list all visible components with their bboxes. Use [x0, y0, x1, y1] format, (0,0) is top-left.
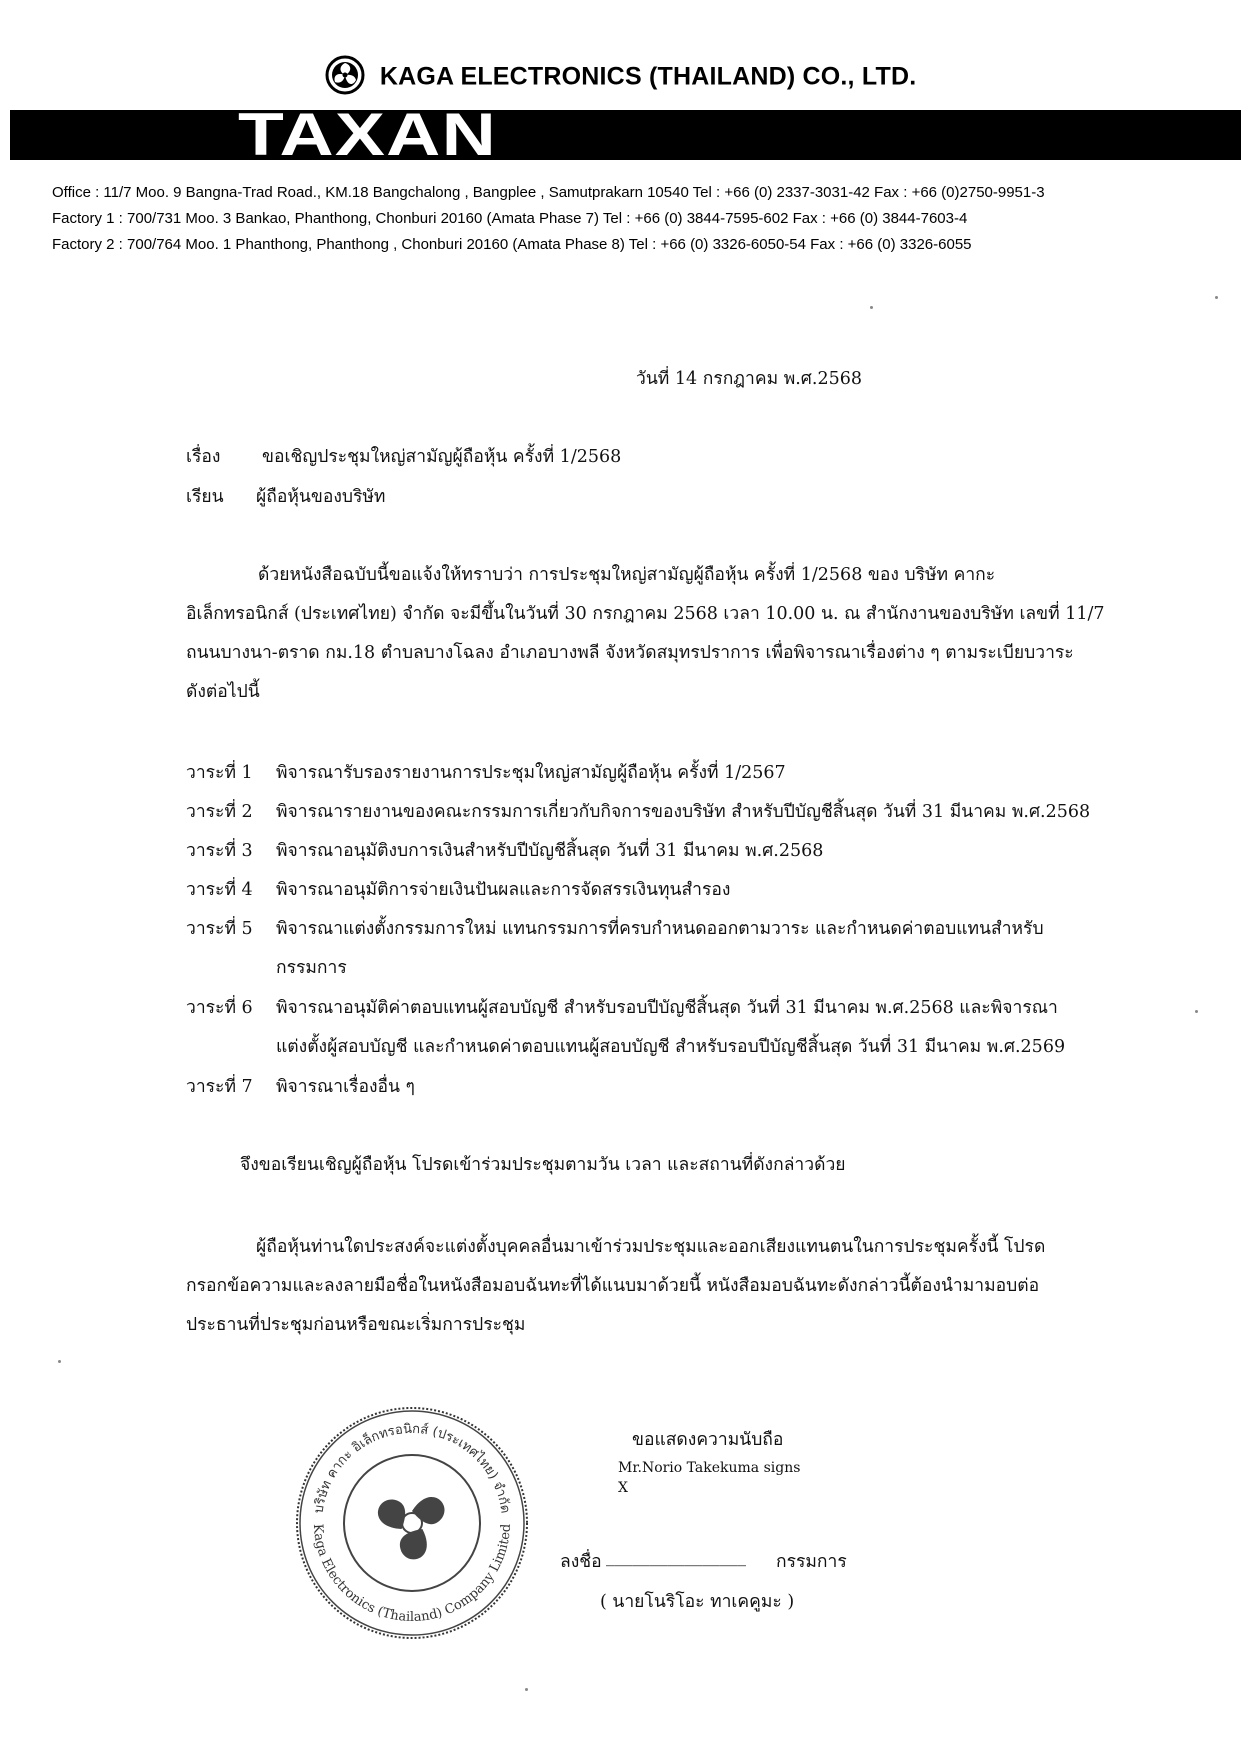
intro-line-4: ดังต่อไปนี้ [186, 682, 260, 702]
intro-line-1: ด้วยหนังสือฉบับนี้ขอแจ้งให้ทราบว่า การประชุมใหญ่สามัญผู้ถือหุ้น ครั้งที่ 1/2568 ของ บริษัท คากะ [258, 565, 996, 585]
scan-speck [1195, 1010, 1198, 1013]
factory2-address: Factory 2 : 700/764 Moo. 1 Phanthong, Phanthong , Chonburi 20160 (Amata Phase 8) Tel : +66 (0) 3326-6050-54 Fax : +66 (0) 3326-6055 [52, 236, 972, 253]
scan-speck [58, 1360, 61, 1363]
agenda-1-text: พิจารณารับรองรายงานการประชุมใหญ่สามัญผู้ถือหุ้น ครั้งที่ 1/2567 [276, 763, 786, 783]
company-name: KAGA ELECTRONICS (THAILAND) CO., LTD. [379, 62, 917, 91]
company-logo-icon [325, 55, 365, 95]
to-text: ผู้ถือหุ้นของบริษัท [256, 487, 386, 507]
agenda-3-label: วาระที่ 3 [186, 841, 253, 861]
intro-line-3: ถนนบางนา-ตราด กม.18 ตำบลบางโฉลง อำเภอบางพลี จังหวัดสมุทรปราการ เพื่อพิจารณาเรื่องต่าง ๆ ตามระเบียบวาระ [186, 643, 1074, 663]
proxy-line-2: กรอกข้อความและลงลายมือชื่อในหนังสือมอบฉันทะที่ได้แนบมาด้วยนี้ หนังสือมอบฉันทะดังกล่าวนี้ต้องนำมามอบต่อ [186, 1276, 1040, 1296]
agenda-4-label: วาระที่ 4 [186, 880, 253, 900]
agenda-3-text: พิจารณาอนุมัติงบการเงินสำหรับปีบัญชีสิ้นสุด วันที่ 31 มีนาคม พ.ศ.2568 [276, 841, 824, 861]
agenda-6-label: วาระที่ 6 [186, 998, 253, 1018]
agenda-7-label: วาระที่ 7 [186, 1077, 253, 1097]
brand-logo: TAXAN [238, 101, 498, 168]
agenda-6-text-1: พิจารณาอนุมัติค่าตอบแทนผู้สอบบัญชี สำหรับรอบปีบัญชีสิ้นสุด วันที่ 31 มีนาคม พ.ศ.2568 และพิจารณา [276, 998, 1058, 1018]
invite-text: จึงขอเรียนเชิญผู้ถือหุ้น โปรดเข้าร่วมประชุมตามวัน เวลา และสถานที่ดังกล่าวด้วย [240, 1155, 846, 1175]
factory1-address: Factory 1 : 700/731 Moo. 3 Bankao, Phanthong, Chonburi 20160 (Amata Phase 7) Tel : +66 (0) 3844-7595-602 Fax : +66 (0) 3844-7603-4 [52, 210, 968, 227]
agenda-5-text-1: พิจารณาแต่งตั้งกรรมการใหม่ แทนกรรมการที่ครบกำหนดออกตามวาระ และกำหนดค่าตอบแทนสำหรับ [276, 919, 1044, 939]
letter-date: วันที่ 14 กรกฎาคม พ.ศ.2568 [636, 369, 862, 389]
agenda-5-text-2: กรรมการ [276, 958, 347, 978]
sign-line: ________________ [606, 1547, 746, 1567]
intro-line-2: อิเล็กทรอนิกส์ (ประเทศไทย) จำกัด จะมีขึ้นในวันที่ 30 กรกฎาคม 2568 เวลา 10.00 น. ณ สำนักงานของบริษัท เลขที่ 11/7 [186, 604, 1105, 624]
scan-speck [1215, 296, 1218, 299]
scan-speck [525, 1688, 528, 1691]
agenda-2-text: พิจารณารายงานของคณะกรรมการเกี่ยวกับกิจการของบริษัท สำหรับปีบัญชีสิ้นสุด วันที่ 31 มีนาคม พ.ศ.2568 [276, 802, 1091, 822]
agenda-4-text: พิจารณาอนุมัติการจ่ายเงินปันผลและการจัดสรรเงินทุนสำรอง [276, 880, 731, 900]
agenda-1-label: วาระที่ 1 [186, 763, 253, 783]
agenda-2-label: วาระที่ 2 [186, 802, 253, 822]
scan-speck [870, 306, 873, 309]
agenda-5-label: วาระที่ 5 [186, 919, 253, 939]
proxy-line-3: ประธานที่ประชุมก่อนหรือขณะเริ่มการประชุม [186, 1315, 526, 1335]
signed-note: Mr.Norio Takekuma signs [618, 1460, 801, 1476]
company-seal-icon [292, 1403, 532, 1643]
agenda-7-text: พิจารณาเรื่องอื่น ๆ [276, 1077, 415, 1097]
agenda-6-text-2: แต่งตั้งผู้สอบบัญชี และกำหนดค่าตอบแทนผู้สอบบัญชี สำหรับรอบปีบัญชีสิ้นสุด วันที่ 31 มีนาคม พ.ศ.2569 [276, 1037, 1066, 1057]
closing-text: ขอแสดงความนับถือ [632, 1430, 784, 1450]
office-address: Office : 11/7 Moo. 9 Bangna-Trad Road., KM.18 Bangchalong , Bangplee , Samutprakarn 10540 Tel : +66 (0) 2337-3031-42 Fax : +66 (0)2750-9951-3 [52, 184, 1045, 201]
sign-label: ลงชื่อ [560, 1552, 602, 1572]
to-label: เรียน [186, 487, 224, 507]
seal-text-bottom: Kaga Electronics (Thailand) Company Limited [309, 1523, 515, 1626]
seal-text-top: บริษัท คากะ อิเล็กทรอนิกส์ (ประเทศไทย) จำกัด [311, 1421, 513, 1515]
proxy-line-1: ผู้ถือหุ้นท่านใดประสงค์จะแต่งตั้งบุคคลอื่นมาเข้าร่วมประชุมและออกเสียงแทนตนในการประชุมครั้งนี้ โปรด [256, 1237, 1046, 1257]
signatory-title: กรรมการ [776, 1552, 847, 1572]
subject-label: เรื่อง [186, 447, 221, 467]
company-header [0, 58, 1241, 98]
signature-mark: X [618, 1480, 628, 1496]
signatory-name: ( นายโนริโอะ ทาเคคูมะ ) [600, 1592, 795, 1612]
brand-bar [10, 110, 1241, 160]
subject-text: ขอเชิญประชุมใหญ่สามัญผู้ถือหุ้น ครั้งที่ 1/2568 [262, 447, 622, 467]
